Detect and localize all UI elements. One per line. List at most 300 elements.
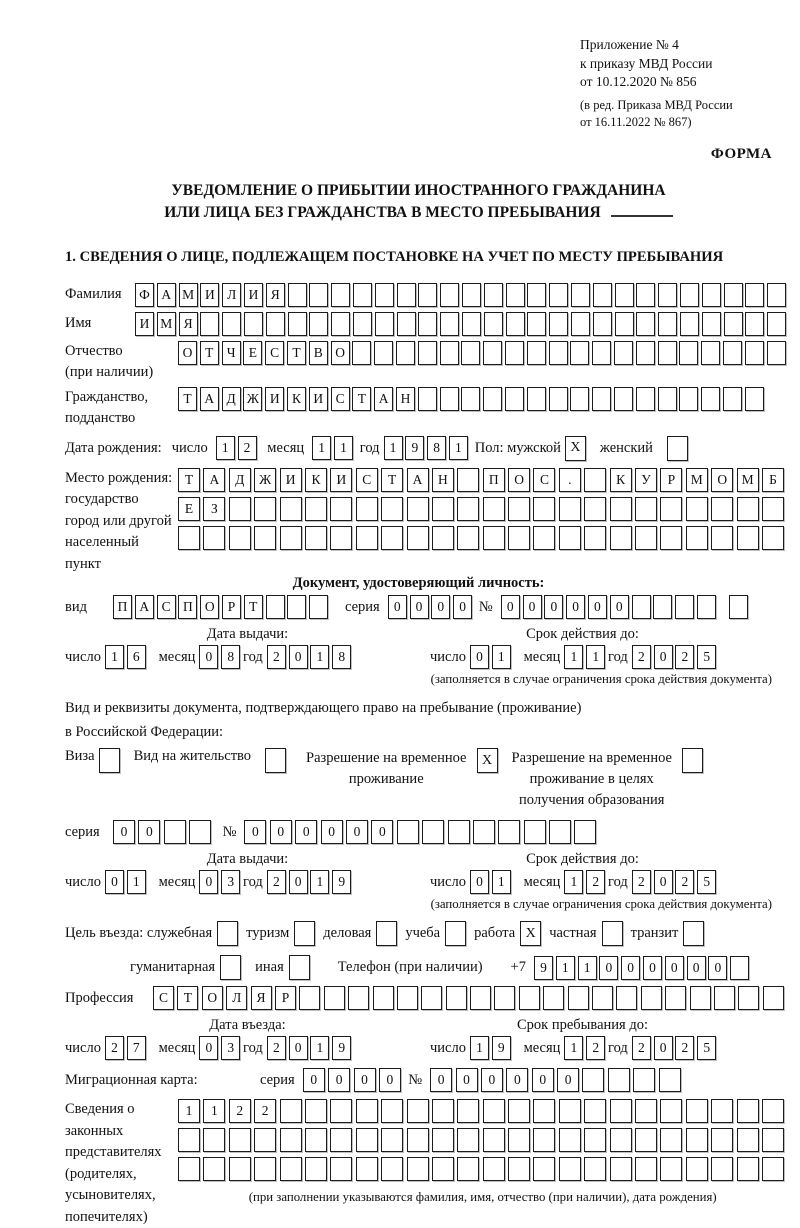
char-cell[interactable]: С [265, 341, 284, 365]
char-cell[interactable]: Л [226, 986, 247, 1010]
char-cell[interactable] [711, 1157, 733, 1181]
char-cell[interactable] [686, 1128, 708, 1152]
char-cell[interactable] [711, 1099, 733, 1123]
char-cell[interactable] [356, 1099, 378, 1123]
char-cell[interactable] [280, 1128, 302, 1152]
char-cell[interactable] [178, 1157, 200, 1181]
char-cell[interactable] [711, 497, 733, 521]
char-cell[interactable] [498, 820, 520, 844]
char-cell[interactable]: 0 [295, 820, 317, 844]
char-cell[interactable]: 2 [229, 1099, 251, 1123]
char-cell[interactable] [679, 341, 698, 365]
char-cell[interactable] [266, 312, 285, 336]
char-cell[interactable] [484, 283, 503, 307]
char-cell[interactable]: Н [396, 387, 415, 411]
char-cell[interactable] [559, 1099, 581, 1123]
char-cell[interactable] [559, 1128, 581, 1152]
char-cell[interactable] [356, 526, 378, 550]
char-cell[interactable] [543, 986, 564, 1010]
char-cell[interactable] [348, 986, 369, 1010]
char-cell[interactable] [330, 497, 352, 521]
char-cell[interactable] [549, 341, 568, 365]
char-cell[interactable]: 0 [470, 645, 489, 669]
char-cell[interactable] [432, 497, 454, 521]
char-cell[interactable] [533, 1128, 555, 1152]
char-cell[interactable] [593, 283, 612, 307]
char-cell[interactable]: 0 [138, 820, 160, 844]
char-cell[interactable]: 7 [127, 1036, 146, 1060]
char-cell[interactable] [730, 956, 749, 980]
char-cell[interactable]: 2 [254, 1099, 276, 1123]
char-cell[interactable] [686, 1157, 708, 1181]
char-cell[interactable] [203, 1128, 225, 1152]
char-cell[interactable] [508, 497, 530, 521]
char-cell[interactable]: 0 [199, 870, 218, 894]
char-cell[interactable] [178, 526, 200, 550]
char-cell[interactable]: 2 [675, 1036, 694, 1060]
char-cell[interactable] [457, 468, 479, 492]
char-cell[interactable]: 1 [127, 870, 146, 894]
char-cell[interactable] [254, 1157, 276, 1181]
char-cell[interactable] [582, 1068, 604, 1092]
char-cell[interactable]: А [157, 283, 176, 307]
char-cell[interactable] [229, 1128, 251, 1152]
char-cell[interactable] [635, 1099, 657, 1123]
char-cell[interactable] [508, 1099, 530, 1123]
char-cell[interactable] [305, 1128, 327, 1152]
char-cell[interactable]: П [113, 595, 132, 619]
char-cell[interactable]: А [200, 387, 219, 411]
char-cell[interactable]: 0 [654, 645, 673, 669]
char-cell[interactable] [381, 1128, 403, 1152]
char-cell[interactable] [658, 283, 677, 307]
char-cell[interactable] [549, 312, 568, 336]
char-cell[interactable] [483, 526, 505, 550]
char-cell[interactable]: 2 [675, 645, 694, 669]
char-cell[interactable]: Т [287, 341, 306, 365]
char-cell[interactable] [266, 595, 285, 619]
char-cell[interactable] [287, 595, 306, 619]
char-cell[interactable] [422, 820, 444, 844]
char-cell[interactable] [737, 1099, 759, 1123]
char-cell[interactable]: 0 [654, 1036, 673, 1060]
char-cell[interactable] [610, 1157, 632, 1181]
char-cell[interactable] [533, 497, 555, 521]
char-cell[interactable] [330, 1128, 352, 1152]
char-cell[interactable] [505, 387, 524, 411]
char-cell[interactable] [288, 312, 307, 336]
char-cell[interactable]: Р [222, 595, 241, 619]
char-cell[interactable] [723, 341, 742, 365]
char-cell[interactable] [203, 1157, 225, 1181]
char-cell[interactable]: 1 [564, 1036, 583, 1060]
char-cell[interactable]: 3 [221, 870, 240, 894]
char-cell[interactable]: 1 [492, 645, 511, 669]
char-cell[interactable]: 5 [697, 870, 716, 894]
char-cell[interactable] [229, 497, 251, 521]
char-cell[interactable] [570, 341, 589, 365]
char-cell[interactable] [745, 387, 764, 411]
char-cell[interactable]: 2 [267, 1036, 286, 1060]
purpose-business-checkbox[interactable] [376, 921, 397, 946]
purpose-work-checkbox[interactable]: X [520, 921, 541, 946]
char-cell[interactable] [729, 595, 748, 619]
char-cell[interactable] [568, 986, 589, 1010]
char-cell[interactable] [701, 341, 720, 365]
char-cell[interactable] [254, 526, 276, 550]
char-cell[interactable]: К [305, 468, 327, 492]
char-cell[interactable]: 2 [267, 645, 286, 669]
char-cell[interactable] [762, 526, 784, 550]
char-cell[interactable] [527, 387, 546, 411]
char-cell[interactable] [381, 1157, 403, 1181]
char-cell[interactable] [397, 820, 419, 844]
char-cell[interactable] [506, 312, 525, 336]
char-cell[interactable] [418, 283, 437, 307]
char-cell[interactable]: 9 [405, 436, 424, 460]
char-cell[interactable] [280, 1099, 302, 1123]
char-cell[interactable] [711, 526, 733, 550]
char-cell[interactable]: О [200, 595, 219, 619]
char-cell[interactable]: И [309, 387, 328, 411]
char-cell[interactable]: Р [660, 468, 682, 492]
char-cell[interactable] [508, 1128, 530, 1152]
char-cell[interactable] [592, 387, 611, 411]
char-cell[interactable] [457, 1099, 479, 1123]
char-cell[interactable] [584, 1128, 606, 1152]
char-cell[interactable] [533, 526, 555, 550]
char-cell[interactable] [483, 1157, 505, 1181]
purpose-official-checkbox[interactable] [217, 921, 238, 946]
char-cell[interactable] [636, 341, 655, 365]
char-cell[interactable] [660, 1128, 682, 1152]
char-cell[interactable] [745, 312, 764, 336]
char-cell[interactable]: Ж [254, 468, 276, 492]
char-cell[interactable]: 0 [371, 820, 393, 844]
char-cell[interactable] [305, 1157, 327, 1181]
char-cell[interactable]: 0 [523, 595, 542, 619]
char-cell[interactable] [222, 312, 241, 336]
char-cell[interactable]: 2 [632, 645, 651, 669]
char-cell[interactable] [533, 1099, 555, 1123]
char-cell[interactable] [418, 387, 437, 411]
char-cell[interactable]: О [202, 986, 223, 1010]
char-cell[interactable] [570, 387, 589, 411]
char-cell[interactable] [407, 497, 429, 521]
char-cell[interactable] [309, 283, 328, 307]
char-cell[interactable] [723, 387, 742, 411]
purpose-tourism-checkbox[interactable] [294, 921, 315, 946]
char-cell[interactable]: П [483, 468, 505, 492]
char-cell[interactable] [352, 341, 371, 365]
char-cell[interactable]: И [244, 283, 263, 307]
char-cell[interactable] [457, 526, 479, 550]
char-cell[interactable]: Я [251, 986, 272, 1010]
char-cell[interactable] [635, 497, 657, 521]
char-cell[interactable] [615, 283, 634, 307]
char-cell[interactable] [396, 341, 415, 365]
char-cell[interactable]: 0 [388, 595, 407, 619]
char-cell[interactable] [418, 341, 437, 365]
char-cell[interactable] [660, 497, 682, 521]
char-cell[interactable] [483, 1128, 505, 1152]
char-cell[interactable] [614, 387, 633, 411]
char-cell[interactable] [658, 312, 677, 336]
char-cell[interactable] [330, 526, 352, 550]
char-cell[interactable]: 0 [453, 595, 472, 619]
char-cell[interactable]: З [203, 497, 225, 521]
char-cell[interactable] [584, 497, 606, 521]
char-cell[interactable]: 1 [310, 1036, 329, 1060]
char-cell[interactable] [659, 1068, 681, 1092]
char-cell[interactable] [571, 312, 590, 336]
char-cell[interactable] [767, 283, 786, 307]
char-cell[interactable] [178, 1128, 200, 1152]
char-cell[interactable] [353, 312, 372, 336]
char-cell[interactable] [309, 595, 328, 619]
char-cell[interactable] [280, 497, 302, 521]
char-cell[interactable] [701, 387, 720, 411]
char-cell[interactable] [407, 1099, 429, 1123]
char-cell[interactable] [653, 595, 672, 619]
char-cell[interactable] [356, 497, 378, 521]
char-cell[interactable]: 1 [564, 870, 583, 894]
char-cell[interactable] [254, 1128, 276, 1152]
char-cell[interactable] [506, 283, 525, 307]
char-cell[interactable]: 0 [708, 956, 727, 980]
char-cell[interactable] [745, 341, 764, 365]
char-cell[interactable] [527, 312, 546, 336]
char-cell[interactable]: 0 [346, 820, 368, 844]
char-cell[interactable] [610, 497, 632, 521]
char-cell[interactable] [584, 1099, 606, 1123]
char-cell[interactable] [584, 468, 606, 492]
char-cell[interactable]: Е [243, 341, 262, 365]
char-cell[interactable] [608, 1068, 630, 1092]
char-cell[interactable] [418, 312, 437, 336]
char-cell[interactable]: 3 [221, 1036, 240, 1060]
char-cell[interactable]: С [356, 468, 378, 492]
char-cell[interactable] [737, 1128, 759, 1152]
char-cell[interactable]: 8 [332, 645, 351, 669]
char-cell[interactable] [457, 497, 479, 521]
char-cell[interactable]: 2 [238, 436, 257, 460]
char-cell[interactable] [559, 1157, 581, 1181]
char-cell[interactable] [407, 1128, 429, 1152]
char-cell[interactable] [679, 387, 698, 411]
char-cell[interactable] [675, 595, 694, 619]
char-cell[interactable]: К [610, 468, 632, 492]
char-cell[interactable] [483, 497, 505, 521]
char-cell[interactable] [448, 820, 470, 844]
char-cell[interactable] [559, 497, 581, 521]
char-cell[interactable] [324, 986, 345, 1010]
visa-checkbox[interactable] [99, 748, 120, 773]
char-cell[interactable] [440, 341, 459, 365]
char-cell[interactable] [592, 341, 611, 365]
char-cell[interactable] [470, 986, 491, 1010]
char-cell[interactable]: 2 [586, 1036, 605, 1060]
char-cell[interactable]: С [533, 468, 555, 492]
char-cell[interactable] [331, 283, 350, 307]
char-cell[interactable] [767, 341, 786, 365]
char-cell[interactable]: 1 [334, 436, 353, 460]
char-cell[interactable] [305, 526, 327, 550]
char-cell[interactable] [524, 820, 546, 844]
char-cell[interactable]: . [559, 468, 581, 492]
char-cell[interactable] [571, 283, 590, 307]
char-cell[interactable] [483, 341, 502, 365]
char-cell[interactable]: Д [222, 387, 241, 411]
char-cell[interactable]: Ф [135, 283, 154, 307]
char-cell[interactable]: 0 [544, 595, 563, 619]
char-cell[interactable]: Д [229, 468, 251, 492]
char-cell[interactable]: 2 [675, 870, 694, 894]
char-cell[interactable]: М [179, 283, 198, 307]
char-cell[interactable] [697, 595, 716, 619]
char-cell[interactable]: И [200, 283, 219, 307]
char-cell[interactable]: 0 [557, 1068, 579, 1092]
char-cell[interactable]: И [135, 312, 154, 336]
char-cell[interactable] [229, 526, 251, 550]
char-cell[interactable]: И [280, 468, 302, 492]
char-cell[interactable] [446, 986, 467, 1010]
temp-permit-edu-checkbox[interactable] [682, 748, 703, 773]
char-cell[interactable] [592, 986, 613, 1010]
char-cell[interactable]: 2 [105, 1036, 124, 1060]
char-cell[interactable] [762, 1099, 784, 1123]
char-cell[interactable] [356, 1128, 378, 1152]
char-cell[interactable]: И [330, 468, 352, 492]
char-cell[interactable] [767, 312, 786, 336]
char-cell[interactable]: Л [222, 283, 241, 307]
char-cell[interactable] [407, 1157, 429, 1181]
char-cell[interactable]: О [711, 468, 733, 492]
char-cell[interactable]: 0 [501, 595, 520, 619]
char-cell[interactable] [724, 283, 743, 307]
char-cell[interactable] [397, 312, 416, 336]
char-cell[interactable]: 1 [203, 1099, 225, 1123]
char-cell[interactable] [636, 283, 655, 307]
char-cell[interactable]: 0 [610, 595, 629, 619]
char-cell[interactable]: О [331, 341, 350, 365]
char-cell[interactable]: А [135, 595, 154, 619]
char-cell[interactable] [421, 986, 442, 1010]
char-cell[interactable] [508, 1157, 530, 1181]
char-cell[interactable] [584, 1157, 606, 1181]
char-cell[interactable] [375, 283, 394, 307]
char-cell[interactable]: 0 [430, 1068, 452, 1092]
char-cell[interactable]: 5 [697, 645, 716, 669]
char-cell[interactable] [200, 312, 219, 336]
char-cell[interactable]: Т [178, 387, 197, 411]
char-cell[interactable]: 1 [586, 645, 605, 669]
char-cell[interactable]: 0 [270, 820, 292, 844]
char-cell[interactable] [432, 526, 454, 550]
char-cell[interactable] [702, 283, 721, 307]
temp-permit-checkbox[interactable]: X [477, 748, 498, 773]
char-cell[interactable] [288, 283, 307, 307]
char-cell[interactable]: Т [178, 468, 200, 492]
char-cell[interactable] [461, 341, 480, 365]
char-cell[interactable] [574, 820, 596, 844]
char-cell[interactable]: 0 [621, 956, 640, 980]
purpose-private-checkbox[interactable] [602, 921, 623, 946]
char-cell[interactable]: Я [266, 283, 285, 307]
char-cell[interactable]: 2 [632, 870, 651, 894]
char-cell[interactable] [305, 1099, 327, 1123]
char-cell[interactable] [680, 312, 699, 336]
char-cell[interactable]: 1 [564, 645, 583, 669]
char-cell[interactable] [483, 387, 502, 411]
char-cell[interactable] [484, 312, 503, 336]
char-cell[interactable] [305, 497, 327, 521]
char-cell[interactable] [356, 1157, 378, 1181]
char-cell[interactable]: 0 [354, 1068, 376, 1092]
char-cell[interactable]: 0 [303, 1068, 325, 1092]
char-cell[interactable]: 0 [410, 595, 429, 619]
char-cell[interactable]: 0 [643, 956, 662, 980]
char-cell[interactable]: М [737, 468, 759, 492]
char-cell[interactable]: О [508, 468, 530, 492]
char-cell[interactable] [381, 1099, 403, 1123]
char-cell[interactable]: 0 [289, 645, 308, 669]
sex-female-checkbox[interactable] [667, 436, 688, 461]
char-cell[interactable]: 0 [244, 820, 266, 844]
char-cell[interactable] [527, 283, 546, 307]
char-cell[interactable]: Т [200, 341, 219, 365]
char-cell[interactable] [762, 497, 784, 521]
char-cell[interactable]: И [265, 387, 284, 411]
char-cell[interactable]: 0 [654, 870, 673, 894]
purpose-humanitarian-checkbox[interactable] [220, 955, 241, 980]
char-cell[interactable]: 0 [687, 956, 706, 980]
char-cell[interactable] [635, 1128, 657, 1152]
char-cell[interactable] [549, 820, 571, 844]
char-cell[interactable]: 0 [113, 820, 135, 844]
char-cell[interactable]: 9 [332, 870, 351, 894]
char-cell[interactable]: 1 [178, 1099, 200, 1123]
char-cell[interactable]: 0 [470, 870, 489, 894]
char-cell[interactable]: 0 [379, 1068, 401, 1092]
char-cell[interactable] [549, 387, 568, 411]
char-cell[interactable] [397, 283, 416, 307]
char-cell[interactable] [505, 341, 524, 365]
char-cell[interactable] [244, 312, 263, 336]
char-cell[interactable]: П [178, 595, 197, 619]
char-cell[interactable] [164, 820, 186, 844]
purpose-study-checkbox[interactable] [445, 921, 466, 946]
char-cell[interactable]: 1 [384, 436, 403, 460]
char-cell[interactable] [373, 986, 394, 1010]
char-cell[interactable]: А [407, 468, 429, 492]
char-cell[interactable] [633, 1068, 655, 1092]
char-cell[interactable] [440, 283, 459, 307]
char-cell[interactable] [614, 341, 633, 365]
char-cell[interactable] [610, 1099, 632, 1123]
char-cell[interactable] [762, 1128, 784, 1152]
char-cell[interactable]: 1 [449, 436, 468, 460]
char-cell[interactable]: М [686, 468, 708, 492]
char-cell[interactable]: 0 [665, 956, 684, 980]
char-cell[interactable]: Т [352, 387, 371, 411]
char-cell[interactable] [381, 526, 403, 550]
char-cell[interactable]: О [178, 341, 197, 365]
char-cell[interactable] [440, 312, 459, 336]
char-cell[interactable] [299, 986, 320, 1010]
char-cell[interactable] [549, 283, 568, 307]
char-cell[interactable]: 0 [588, 595, 607, 619]
